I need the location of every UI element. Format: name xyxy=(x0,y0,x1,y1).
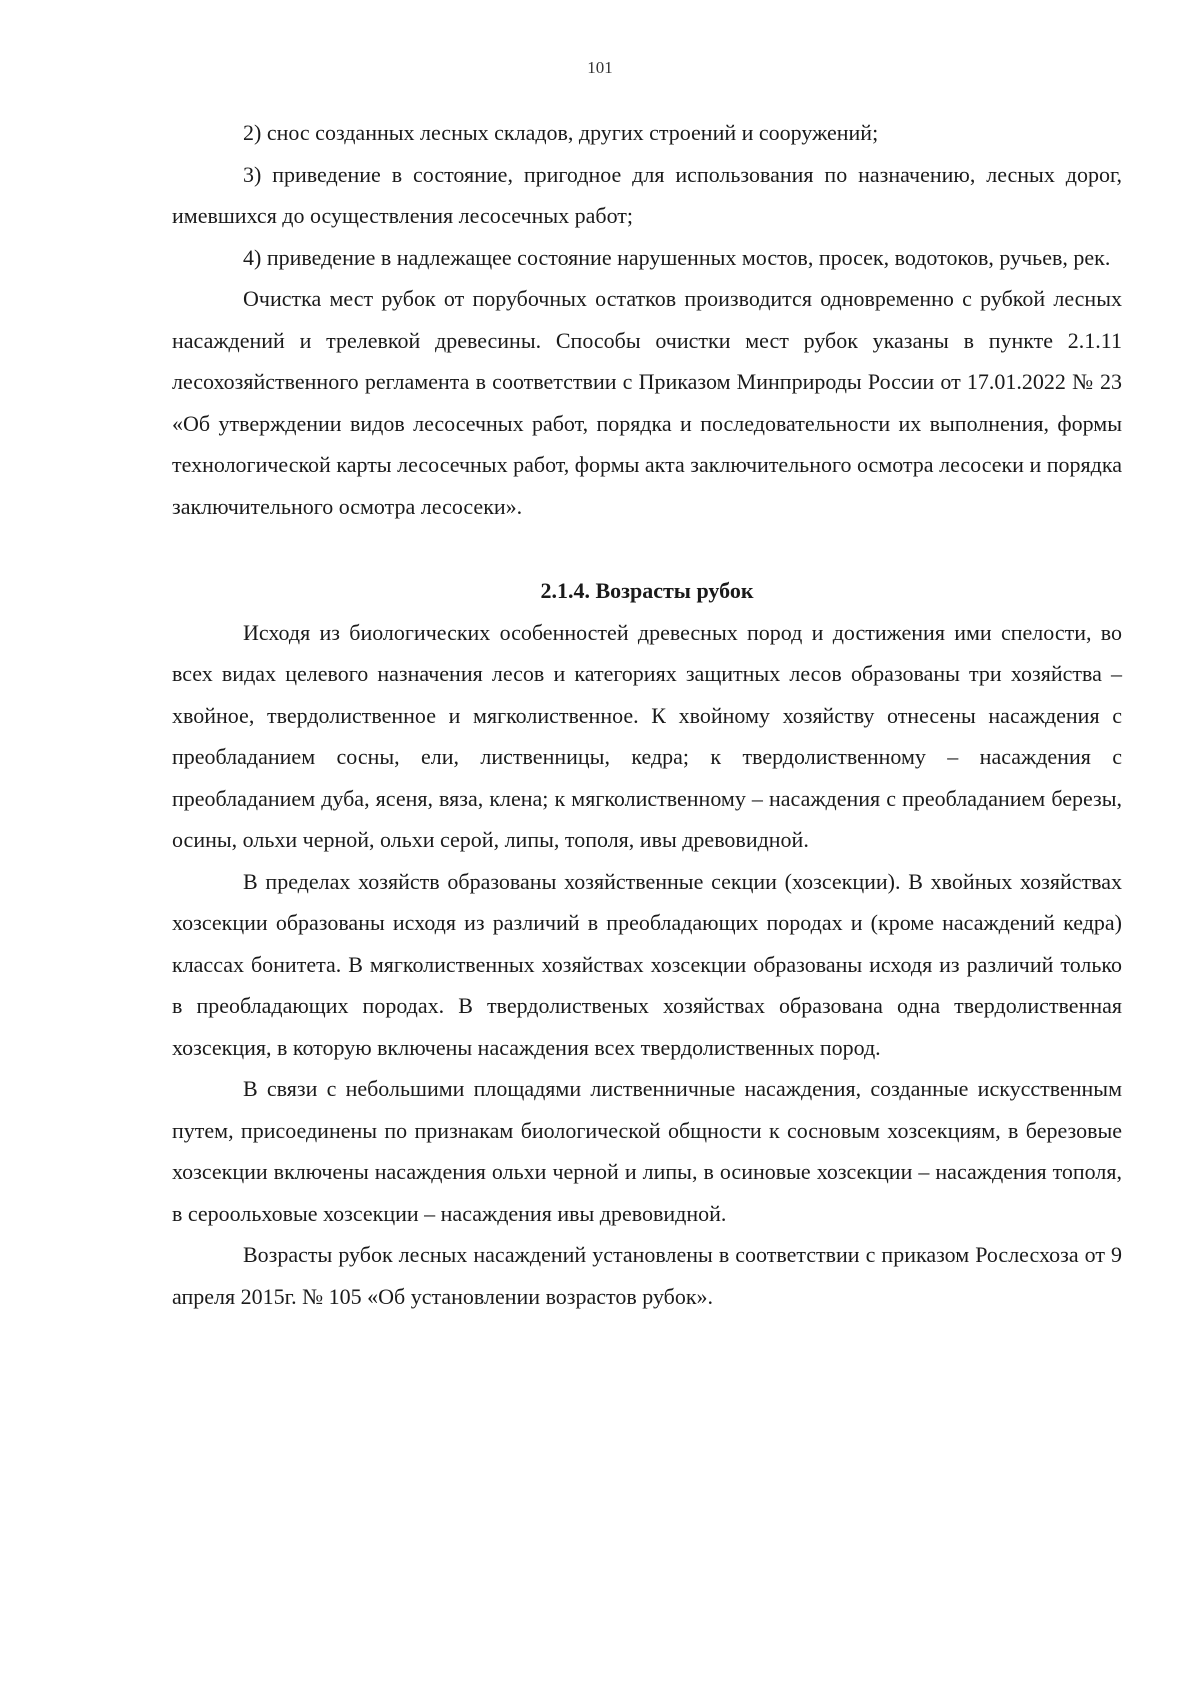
paragraph-merging: В связи с небольшими площадями лиственничные насаждения, созданные искусственным путем, присоединены по признакам биологической общности к сосновым хозсекциям, в березовые хозсекции включены насаждения ольхи черной и липы, в осиновые хозсекции – насаждения тополя, в сероольховые хозсекции – насаждения ивы древовидной. xyxy=(172,1076,1122,1226)
paragraph-farms: Исходя из биологических особенностей древесных пород и достижения ими спелости, во всех видах целевого назначения лесов и категориях защитных лесов образованы три хозяйства – хвойное, твердолиственное и мягколиственное. К хвойному хозяйству отнесены насаждения с преобладанием сосны, ели, лиственницы, кедра; к твердолиственному – насаждения с преобладанием дуба, ясеня, вяза, клена; к мягколиственному – насаждения с преобладанием березы, осины, ольхи черной, ольхи серой, липы, тополя, ивы древовидной. xyxy=(172,619,1122,852)
list-item-2: 2) снос созданных лесных складов, других строений и сооружений; xyxy=(243,120,879,145)
page-number: 101 xyxy=(587,58,613,77)
section-heading: 2.1.4. Возрасты рубок xyxy=(540,578,754,603)
paragraph-sections: В пределах хозяйств образованы хозяйственные секции (хозсекции). В хвойных хозяйствах хозсекции образованы исходя из различий в преобладающих породах и (кроме насаждений кедра) классах бонитета. В мягколиственных хозяйствах хозсекции образованы исходя из различий только в преобладающих породах. В твердолиственых хозяйствах образована одна твердолиственная хозсекция, в которую включены насаждения всех твердолиственных пород. xyxy=(172,868,1122,1060)
list-item-4: 4) приведение в надлежащее состояние нарушенных мостов, просек, водотоков, ручьев, рек. xyxy=(243,244,1111,270)
page-content xyxy=(172,112,1122,1317)
paragraph-cleaning: Очистка мест рубок от порубочных остатков производится одновременно с рубкой лесных насаждений и трелевкой древесины. Способы очистки мест рубок указаны в пункте 2.1.11 лесохозяйственного регламента в соответствии с Приказом Минприроды России от 17.01.2022 № 23 «Об утверждении видов лесосечных работ, порядка и последовательности их выполнения, формы технологической карты лесосечных работ, формы акта заключительного осмотра лесосеки и порядка заключительного осмотра лесосеки». xyxy=(172,286,1122,519)
paragraph-cutting-ages: Возрасты рубок лесных насаждений установлены в соответствии с приказом Рослесхоза от 9 апреля 2015г. № 105 «Об установлении возрастов рубок». xyxy=(172,1242,1122,1309)
list-item-3: 3) приведение в состояние, пригодное для использования по назначению, лесных дорог, имевшихся до осуществления лесосечных работ; xyxy=(172,161,1122,228)
